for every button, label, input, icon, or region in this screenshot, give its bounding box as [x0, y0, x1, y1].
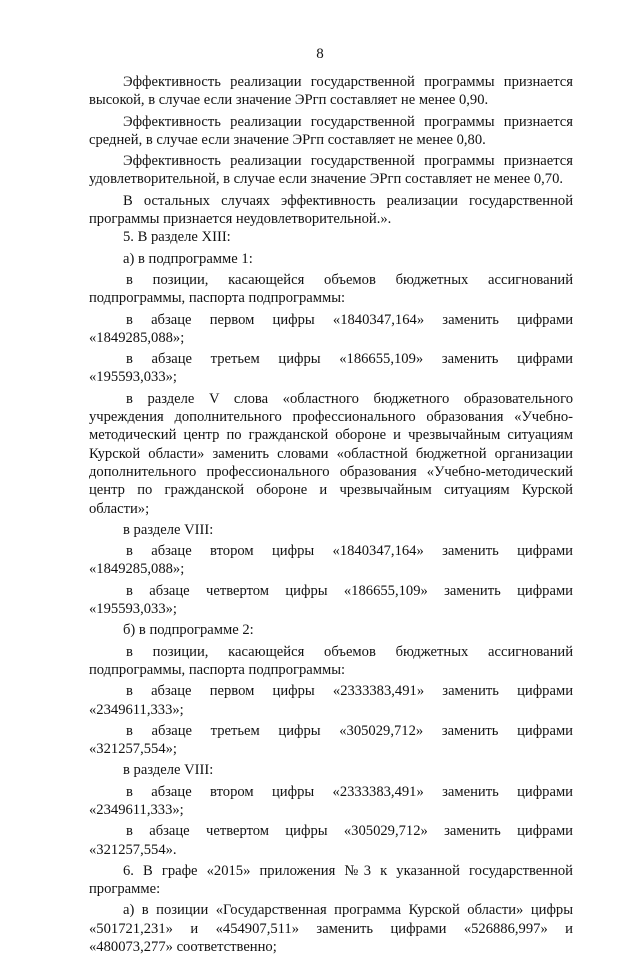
- paragraph-sp1-first-abzac: в абзаце первом цифры «1840347,164» заменить цифрами «1849285,088»;: [89, 311, 573, 346]
- paragraph-sp2-third-abzac: в абзаце третьем цифры «305029,712» заменить цифрами «321257,554»;: [89, 722, 573, 758]
- paragraph-sp2-first-abzac: в абзаце первом цифры «2333383,491» заменить цифрами «2349611,333»;: [89, 683, 573, 718]
- paragraph-state-program-position: а) в позиции «Государственная программа Курской области» цифры «501721,231» и «454907,511» заменить цифрами «526886,997» и «480073,277» соответственно;: [89, 902, 573, 956]
- paragraph-sp1-fourth-abzac: в абзаце четвертом цифры «186655,109» заменить цифрами «195593,033»;: [89, 582, 573, 618]
- paragraph-sp1-second-abzac: в абзаце втором цифры «1840347,164» заменить цифрами «1849285,088»;: [89, 543, 573, 578]
- document-body: [89, 73, 573, 956]
- page-number: 8: [316, 46, 324, 62]
- paragraph-sp2-section-viii: в разделе VIII:: [123, 762, 214, 779]
- paragraph-efficiency-medium: Эффективность реализации государственной программы признается средней, в случае если значение ЭРгп составляет не менее 0,80.: [89, 113, 573, 148]
- paragraph-efficiency-high: Эффективность реализации государственной программы признается высокой, в случае если значение ЭРгп составляет не менее 0,90.: [89, 74, 573, 109]
- paragraph-subprogram-2: б) в подпрограмме 2:: [123, 622, 254, 639]
- paragraph-appendix-3: 6. В графе «2015» приложения №3 к указанной государственной программе:: [89, 862, 573, 898]
- paragraph-sp2-passport-position: в позиции, касающейся объемов бюджетных ассигнований подпрограммы, паспорта подпрограммы:: [89, 643, 573, 678]
- paragraph-sp1-third-abzac: в абзаце третьем цифры «186655,109» заменить цифрами «195593,033»;: [89, 351, 573, 386]
- paragraph-efficiency-satisfactory: Эффективность реализации государственной программы признается удовлетворительной, в случае если значение ЭРгп составляет не менее 0,70.: [89, 153, 573, 188]
- paragraph-section-xiii: 5. В разделе XIII:: [123, 229, 231, 246]
- paragraph-sp1-section-v: в разделе V слова «областного бюджетного образовательного учреждения дополнительного профессионального образования «Учебно-методический центр по гражданской обороне и чрезвычайным ситуациям Курской области» заменить словами «областной бюджетной организации дополнительного профессионального образования «Учебно-методический центр по гражданской обороне и чрезвычайным ситуациям Курской области»;: [89, 390, 573, 517]
- paragraph-sp2-fourth-abzac: в абзаце четвертом цифры «305029,712» заменить цифрами «321257,554».: [89, 823, 573, 858]
- paragraph-sp1-section-viii: в разделе VIII:: [123, 521, 214, 538]
- paragraph-sp2-second-abzac: в абзаце втором цифры «2333383,491» заменить цифрами «2349611,333»;: [89, 783, 573, 818]
- paragraph-subprogram-1: а) в подпрограмме 1:: [123, 250, 253, 267]
- paragraph-sp1-passport-position: в позиции, касающейся объемов бюджетных ассигнований подпрограммы, паспорта подпрограммы:: [89, 271, 573, 307]
- paragraph-efficiency-unsatisfactory: В остальных случаях эффективность реализации государственной программы признается неудовлетворительной.».: [89, 192, 573, 228]
